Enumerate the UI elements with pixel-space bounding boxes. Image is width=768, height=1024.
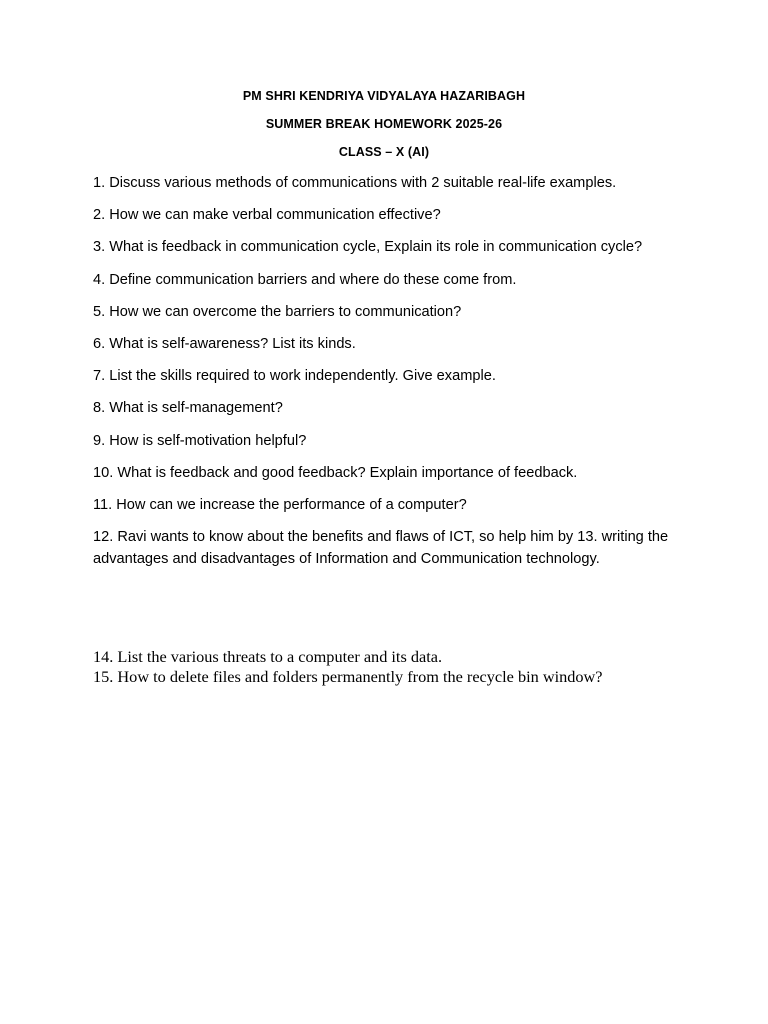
school-name-heading: PM SHRI KENDRIYA VIDYALAYA HAZARIBAGH [242,89,526,103]
question-item: 10. What is feedback and good feedback? Explain importance of feedback. [93,464,578,481]
question-item: 9. How is self-motivation helpful? [93,432,307,449]
homework-title-heading: SUMMER BREAK HOMEWORK 2025-26 [265,117,503,131]
question-item: 15. How to delete files and folders permanently from the recycle bin window? [93,667,603,686]
question-item: 5. How we can overcome the barriers to communication? [93,303,462,320]
question-item: 2. How we can make verbal communication effective? [93,207,441,224]
question-item: 14. List the various threats to a computer and its data. [93,647,443,666]
question-item: 8. What is self-management? [93,400,283,417]
question-item: 7. List the skills required to work independently. Give example. [93,368,496,385]
question-list [93,173,678,581]
question-item: 6. What is self-awareness? List its kinds. [93,335,356,352]
question-item: 11. How can we increase the performance of a computer? [93,496,467,513]
question-item: 3. What is feedback in communication cycle, Explain its role in communication cycle? [93,239,643,256]
class-heading: CLASS – X (AI) [338,145,430,159]
question-item: 1. Discuss various methods of communications with 2 suitable real-life examples. [93,175,617,191]
serif-question-list [93,647,693,687]
question-item: 4. Define communication barriers and where do these come from. [93,271,517,288]
question-item: 12. Ravi wants to know about the benefits and flaws of ICT, so help him by 13. writing the advantages and disadvantages of Information and Communication technology. [93,529,669,567]
